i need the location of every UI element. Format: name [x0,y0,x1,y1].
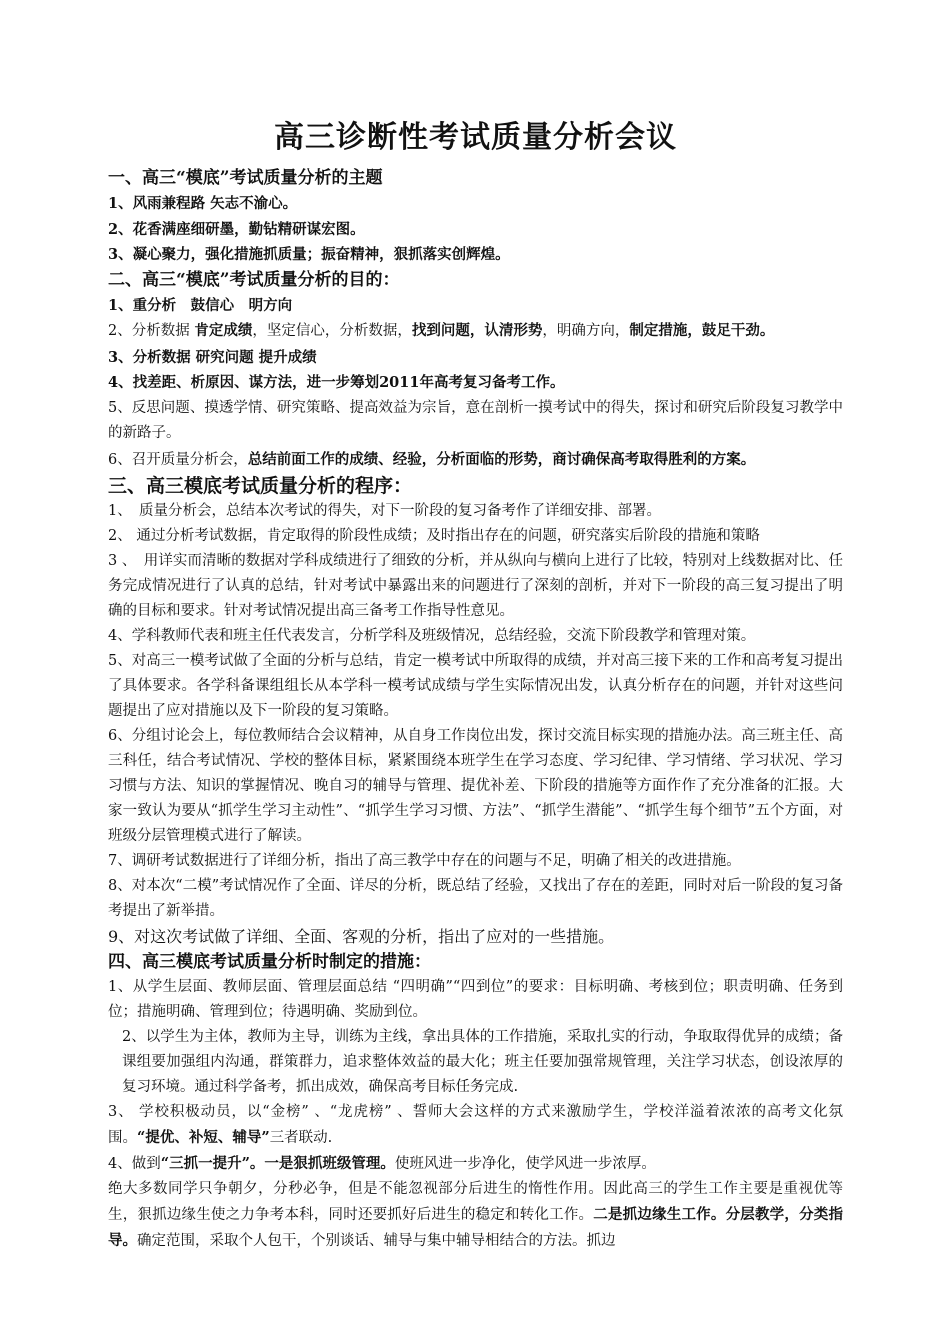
s4-item-4-c: 使班风进一步净化，使学风进一步浓厚。 [394,1155,656,1172]
s2-item-6-b: 总结前面工作的成绩、经验，分析面临的形势，商讨确保高考取得胜利的方案。 [247,450,756,468]
s2-item-2-d: 找到问题，认清形势 [411,322,543,339]
section-2-heading: 二、高三“模底”考试质量分析的目的： [108,269,400,290]
s2-item-3: 3、分析数据 研究问题 提升成绩 [108,348,317,366]
s2-item-2-e: ，明确方向， [542,323,630,339]
s2-item-6 [108,447,843,474]
section-1-heading: 一、高三“模底”考试质量分析的主题 [108,168,383,188]
s3-item-9: 9、对这次考试做了详细、全面、客观的分析，指出了应对的一些措施。 [108,927,615,946]
s4-item-3 [108,1100,843,1151]
s4-item-5-b: 二是抓边缘生工作。分层教学，分类指导。 [108,1205,843,1249]
s4-item-2: 2、以学生为主体，教师为主导，训练为主线，拿出具体的工作措施，采取扎实的行动，争取取得优异的成绩；备课组要加强组内沟通，群策群力，追求整体效益的最大化；班主任要加强常规管理，关注学习状态，创设浓厚的复习环境。通过科学备考，抓出成效，确保高考目标任务完成. [122,1028,843,1095]
s3-item-2: 2、 通过分析考试数据，肯定取得的阶段性成绩；及时指出存在的问题，研究落实后阶段的措施和策略 [108,528,760,544]
s3-item-5: 5、对高三一模考试做了全面的分析与总结，肯定一模考试中所取得的成绩，并对高三接下来的工作和高考复习提出了具体要求。各学科备课组组长从本学科一模考试成绩与学生实际情况出发，认真分析存在的问题，并针对这些问题提出了应对措施以及下一阶段的复习策略。 [108,653,843,719]
s4-item-3-b: “提优、补短、辅导” [137,1128,270,1146]
s2-item-2-a: 2、分析数据 [108,323,195,339]
s3-item-3: 3 、 用详实而清晰的数据对学科成绩进行了细致的分析，并从纵向与横向上进行了比较，特别对上线数据对比、任务完成情况进行了认真的总结，针对考试中暴露出来的问题进行了深刻的剖析，并对下一阶段的高三复习提出了明确的目标和要求。针对考试情况提出高三备考工作指导性意见。 [108,553,843,619]
s2-item-4: 4、找差距、析原因、谋方法，进一步筹划2011年高考复习备考工作。 [108,374,565,391]
s3-item-1: 1、 质量分析会，总结本次考试的得失，对下一阶段的复习备考作了详细安排、部署。 [108,503,661,519]
s4-item-4-a: 4、做到 [108,1155,161,1172]
s4-item-3-c: 三者联动. [269,1129,333,1146]
s2-item-2-f: 制定措施，鼓足干劲。 [629,322,775,339]
document-page [108,118,843,1254]
s4-item-4 [108,1151,843,1177]
s2-item-2-c: ，坚定信心，分析数据， [252,323,412,339]
document-title: 高三诊断性考试质量分析会议 [274,120,677,155]
s3-item-4: 4、学科教师代表和班主任代表发言，分析学科及班级情况，总结经验，交流下阶段教学和管理对策。 [108,628,756,644]
s2-item-1: 1、重分析 鼓信心 明方向 [108,296,293,314]
s1-item-2: 2、花香满座细研墨，勤钻精研谋宏图。 [108,220,365,238]
s3-item-8: 8、对本次“二模”考试情况作了全面、详尽的分析，既总结了经验，又找出了存在的差距，同时对后一阶段的复习备考提出了新举措。 [108,878,843,919]
s3-item-6: 6、分组讨论会上，每位教师结合会议精神，从自身工作岗位出发，探讨交流目标实现的措施办法。高三班主任、高三科任，结合考试情况、学校的整体目标，紧紧围绕本班学生在学习态度、学习纪律、学习情绪、学习状况、学习习惯与方法、知识的掌握情况、晚自习的辅导与管理、提优补差、下阶段的措施等方面作作了充分准备的汇报。大家一致认为要从“抓学生学习主动性”、“抓学生学习习惯、方法”、“抓学生潜能”、“抓学生每个细节”五个方面，对班级分层管理模式进行了解读。 [108,728,843,844]
s4-item-4-b: “三抓一提升”。一是狠抓班级管理。 [160,1154,395,1172]
s4-item-5-c: 确定范围，采取个人包干，个别谈话、辅导与集中辅导相结合的方法。抓边 [137,1232,616,1249]
section-4-heading: 四、高三模底考试质量分析时制定的措施： [108,951,431,972]
section-3-heading: 三、高三模底考试质量分析的程序： [108,475,413,497]
s4-item-3-a: 3、 学校积极动员，以“金榜” 、“龙虎榜” 、誓师大会这样的方式来激励学生，学校洋溢着浓浓的高考文化氛围。 [108,1103,843,1146]
s2-item-6-a: 6、召开质量分析会， [108,451,248,468]
s3-item-7: 7、调研考试数据进行了详细分析，指出了高三教学中存在的问题与不足，明确了相关的改进措施。 [108,853,741,869]
s1-item-3: 3、凝心聚力，强化措施抓质量；振奋精神，狠抓落实创辉煌。 [108,246,510,263]
s4-item-5 [108,1177,843,1254]
s2-item-2 [108,318,843,345]
s2-item-2-b: 肯定成绩 [194,322,253,339]
s4-item-5-a: 绝大多数同学只争朝夕，分秒必争，但是不能忽视部分后进生的惰性作用。因此高三的学生工作主要是重视优等生，狠抓边缘生使之力争考本科，同时还要抓好后进生的稳定和转化工作。 [108,1180,843,1223]
s4-item-1: 1、从学生层面、教师层面、管理层面总结 “四明确”“四到位”的要求：目标明确、考核到位；职责明确、任务到位；措施明确、管理到位；待遇明确、奖励到位。 [108,978,843,1020]
s1-item-1: 1、风雨兼程路 矢志不渝心。 [108,195,298,212]
s2-item-5: 5、反思问题、摸透学情、研究策略、提高效益为宗旨，意在剖析一摸考试中的得失，探讨和研究后阶段复习教学中的新路子。 [108,399,843,441]
